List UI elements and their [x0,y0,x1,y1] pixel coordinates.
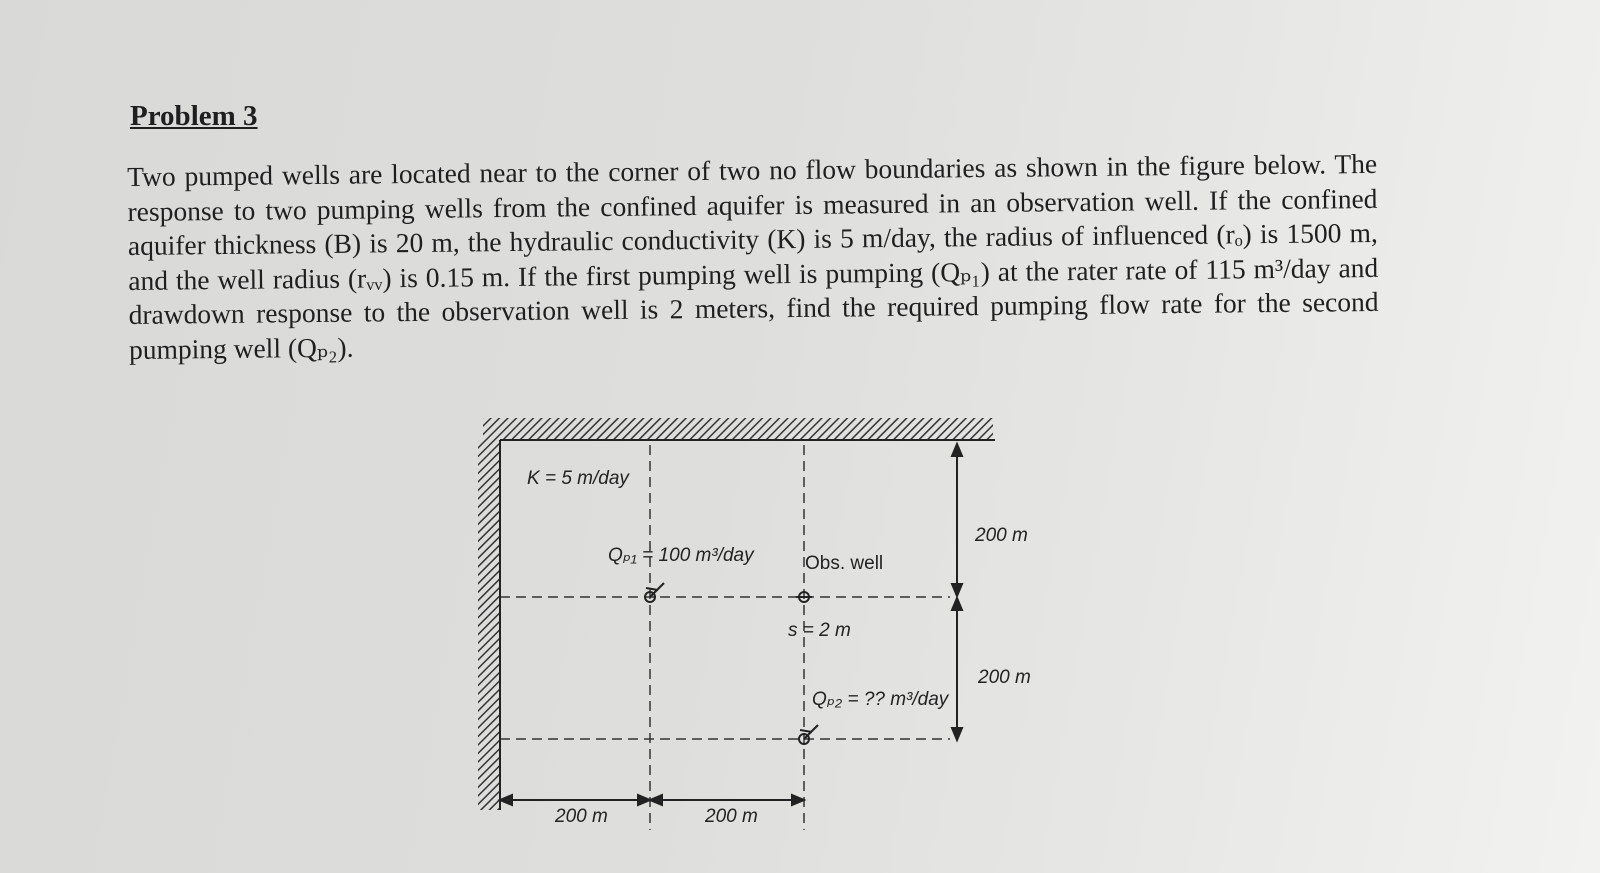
hydraulic-conductivity-label: K = 5 m/day [527,468,629,489]
dimension-label-right-top: 200 m [975,525,1028,546]
observation-well-label: Obs. well [805,553,884,574]
top-boundary-hatch [483,418,993,440]
left-boundary-hatch [478,440,500,810]
pumping-well-1-icon [645,583,664,602]
pumping-rate-2-label: Qₚ₂ = ?? m³/day [812,689,949,710]
problem-paragraph: Two pumped wells are located near to the corner of two no flow boundaries as shown in the figure below. The response to two pumping wells from the confined aquifer is measured in an observation well. If the confined aquifer thickness (B) is 20 m, the hydraulic conductivity (K) is 5 m/day, the radius of influenced (rₒ) is 1500 m, and the well radius (rᵥᵥ) is 0.15 m. If the first pumping well is pumping (Qₚ₁) at the rater rate of 115 m³/day and drawdown response to the observation well is 2 meters, find the required pumping flow rate for the second pumping well (Qₚ₂). [127,147,1379,365]
drawdown-label: s = 2 m [788,620,851,641]
pumping-well-2-icon [799,725,818,744]
dimension-label-bottom-left: 200 m [555,806,608,827]
dimension-label-bottom-right: 200 m [705,806,758,827]
dimension-label-right-bottom: 200 m [978,667,1031,688]
pumping-rate-1-label: Qₚ₁ = 100 m³/day [608,545,754,566]
problem-title: Problem 3 [130,100,258,132]
